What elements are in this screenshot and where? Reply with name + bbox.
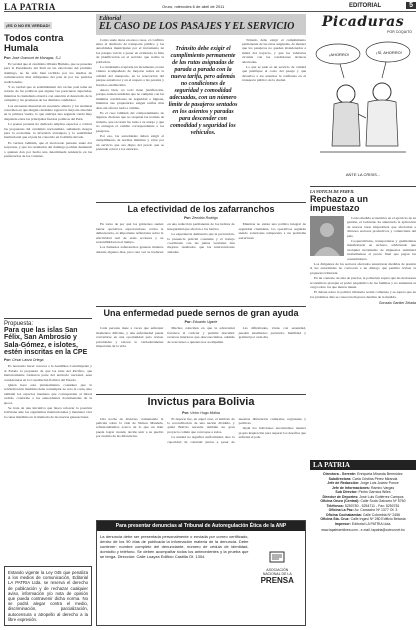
article-title: Todos contra Humala: [4, 33, 64, 54]
masthead-row: Director de Deportes: José Luis Gutiérrez Campos: [322, 494, 404, 499]
editorial-body: [96, 38, 164, 153]
masthead-row: Teléfonos: 5250780 - 5254711 - Fax: 5250781: [326, 503, 400, 508]
article-body: [347, 216, 416, 262]
paragraph: Como medida económica en el ejercicio de su gestión, el Gobierno ha anunciado la aplicación de nuevas tasas impositivas que afectarían a diversos sectores productivos y comerciales del país.: [347, 215, 416, 238]
paragraph: Las encuestas muestran un escenario abierto y los analistas coinciden en que ningún candidato logrará la mayoría absoluta en la primera vuelta, lo que anticipa una segunda ronda muy disputada entre las principales fuerzas políticas del Perú.: [4, 103, 92, 121]
paragraph: Tránsito debe exigir el cumplimiento permanente de las rutas asignadas, de manera que los pasajeros no queden abandonados a mitad del trayecto, y que los vehículos circulen con las condiciones técnicas adecuadas.: [242, 37, 306, 64]
paragraph: Cada persona tiene a veces que enfrentar momentos difíciles, y una enfermedad puede convertirse en una oportunidad para revisar prioridades y valorar lo verdaderamente importante de la vida.: [96, 326, 164, 349]
editorial-pullquote: Tránsito debe exigir el cumplimiento permanente de las rutas asignadas de parada a parada con la nueva tarifa, pero además no condiciones de seguridad y comodidad adecuadas, con un número límite de pasajeros sentados en los asientos y paradas para descender con comodidad y seguridad los vehículos.: [168, 45, 238, 136]
paragraph: Se trata de una iniciativa que busca reforzar la posición boliviana ante los organismos internacionales y mantener viva la causa marítima en la memoria de las nuevas generaciones.: [4, 406, 92, 419]
article-body: [4, 62, 92, 159]
article-body: [96, 222, 306, 254]
masthead-row: Directora - Gerente: Enriqueta Miranda Bermúdez: [323, 472, 403, 476]
editorial-section: [96, 14, 306, 200]
column-tag: LA NOTICIA DE PERFIL: [310, 189, 355, 194]
masthead-row: Subdirectora: Carla Cristina Pérez Miranda: [328, 476, 398, 481]
editorial-title: EL CASO DE LOS PASAJES Y EL SERVICIO: [99, 21, 295, 32]
masthead-row: Oficina Oruro (Central): Calle Soria Galvarro Nº 5760: [320, 499, 406, 503]
article-byline: Gonzalo Gantier Zelada: [378, 301, 416, 306]
paragraph: Es verdad, también, que el electorado peruano suele dar sorpresas, y que los resultados del domingo podrían desmentir a quienes dan por hecha una determinada tendencia en las preferencias de los votantes.: [4, 140, 92, 159]
article-humala: [4, 14, 92, 316]
article-byline: Por: César Lanza Ortega: [4, 358, 44, 363]
cartoon-caption: ANTE LA CRISIS...: [345, 172, 381, 177]
paragraph: Es el caso también del comportamiento de algunos choferes que no respetan las normas de tránsito, que recortan las rutas a su antojo y que no entregan el cambio correspondiente a los pasajeros.: [96, 111, 164, 133]
paragraph: Por eso, las autoridades deben exigir el cumplimiento de normas mínimas y velar por un servicio que sea digno del precio que se pretende cobrar a los usuarios.: [96, 134, 164, 152]
paragraph: En un contexto de alza de precios, la población espera que las decisiones económicas protejan el poder adquisitivo de las familias y no aumenten la carga sobre los que menos tienen.: [310, 276, 416, 289]
paragraph: Los llamados zafarranchos generan titulares durante algunos días, pero rara vez se traducen en una reducción permanente de los índices de inseguridad que afectan a los barrios.: [96, 222, 235, 254]
article-body: [96, 417, 306, 444]
article-title: La efectividad de los zafarranchos: [127, 204, 275, 214]
paragraph: Ahora bien, no todo tiene justificación, porque existen unidades que no cumplen con las mínimas condiciones de seguridad e higiene, mientras sus propietarios exigen tarifas más altas sin ofrecer nada a cambio.: [96, 87, 164, 110]
page-header: [4, 2, 416, 12]
anp-logo-icon: [269, 551, 285, 563]
section-title: EDITORIAL: [349, 3, 382, 9]
cartoon-title: Picaduras: [321, 14, 405, 30]
page-number: 5: [406, 2, 416, 9]
cartoon-byline: POR COQUITO: [387, 30, 412, 34]
paragraph: Ojalá los bolivianos encontremos nuestra propia inspiración para superar los desafíos que enfrenta el país.: [238, 426, 306, 440]
article-title: Para que las islas San Félix, San Ambrosio y Sala-Gómez, e islotes, estén inscritas en la CPE: [4, 327, 88, 357]
author-photo: [310, 216, 344, 256]
cartoon-panel: [310, 14, 416, 184]
anp-notice-title: Para presentar denuncias al Tribunal de Autoregulación Ética de la ANP: [97, 521, 305, 531]
article-enfermedad: [96, 306, 306, 392]
paragraph: La prensa peruana ha dedicado amplios espacios a criticar las propuestas del candidato nacionalista, señalando riesgos para la economía, la inversión extranjera y la estabilidad institucional que el país ha conocido en la última década.: [4, 122, 92, 140]
paragraph: La unidad no significa uniformidad, sino la capacidad de construir juntos a pesar de nuestras diferencias culturales, regionales y políticas.: [167, 416, 306, 444]
paragraph: En torno de por qué los gobiernos suelen lanzar operativos espectaculares contra la delincuencia, es importante reflexionar sobre la efectividad real de estas acciones y su sostenibilidad en el tiempo.: [96, 222, 164, 245]
masthead-title: LA PATRIA: [310, 460, 416, 470]
masthead-row: Sub Director: Pedro Garnica Wiles: [335, 490, 391, 494]
cartoon-speech-left: ¡AHORRO!: [329, 52, 349, 57]
editorial-tag: Editorial: [99, 16, 122, 22]
article-islas: [4, 318, 92, 562]
editorial-header: [96, 14, 306, 35]
paragraph: Es verdad que el candidato Ollanta Humala, que se presenta para la Presidencia del Perú en las elecciones del próximo domingo, no ha sido bien recibido por los medios de comunicación más influyentes del país ni por los partidos tradicionales.: [4, 61, 92, 84]
editorial-body-continued: [242, 38, 306, 153]
paragraph: La experiencia demuestra que la prevención, la presencia policial constante y el trabajo coordinado con las juntas vecinales dan mejores resultados que las intervenciones aisladas.: [167, 232, 235, 254]
anp-notice-body: La denuncia debe ser presentada personalmente o enviada por correo certificado, dentro de los 90 días de publicada la información materia de la denuncia. Debe contener: nombre completo del denunciante, número de cédula de identidad, domicilio y teléfono. Se deben acompañar todos los antecedentes y la prueba que se tenga. Dirección: Calle Loayza Edificio Castilla Of. 1304.: [100, 534, 249, 559]
article-title: Una enfermedad puede sernos de gran ayuda: [103, 308, 299, 318]
masthead-row: Impresor: Editorial LA PATRIA Ltda.: [334, 521, 392, 526]
masthead-row: Oficina Cochabamba: Calle Colombia Nº 2456: [325, 512, 401, 517]
paragraph: Quien hace este planteamiento considera que la reivindicación marítima debe contemplar no solo la costa, sino también los espacios insulares que corresponden al litoral cedido, conforme a los antecedentes documentales de la época.: [4, 383, 92, 405]
masthead-footer: www.lapatriaenlinea.com - e-mail: lapatria@coteor.net.bo: [321, 528, 405, 532]
anp-notice: [96, 520, 306, 626]
paragraph: Lo que se pide es un servicio de calidad que justifique el costo del pasaje y que devuelva a los usuarios la confianza en el transporte público de la ciudad.: [242, 64, 306, 83]
person-icon: [310, 216, 344, 256]
issue-date: Oruro, miércoles 6 de abril de 2011: [162, 4, 225, 9]
brand-name: LA PATRIA: [4, 2, 56, 12]
article-title: Invictus para Bolivia: [147, 396, 255, 408]
article-body-continued: [310, 262, 416, 299]
masthead-row: Oficina La Paz: Av. Camacho Nº 1377 Of. 3: [328, 508, 398, 512]
masthead: [310, 460, 416, 626]
article-byline: Por: Zenobio Rodrigo: [184, 216, 218, 221]
article-invictus: [96, 394, 306, 516]
masthead-row: Oficina Sta. Cruz: Calle Ingavi Nº 280 Edificio Betania: [320, 517, 406, 521]
paragraph: Cooperativistas, transportistas y gremialistas manifestaron su rechazo, advirtiendo que cualquier incremento de impuestos terminará trasladándose al precio final que pagan los consumidores.: [347, 238, 416, 261]
article-perfil: [310, 186, 416, 458]
masthead-row: Jefe de Redacción: Jorge Luis Juárez Ponce: [327, 481, 399, 485]
paragraph: Es necesario hacer conocer a la Asamblea Constituyente y al Estado la propuesta de que las islas del Pacífico, que históricamente formaron parte del territorio nacional, sean consideradas en la Constitución Política del Estado.: [4, 364, 92, 382]
paragraph: Mientras no exista una política integral de seguridad ciudadana, los operativos seguirán siendo soluciones temporales a un problema estructural.: [238, 222, 306, 240]
anp-logo: ASOCIACIÓN NACIONAL DE LA PRENSA: [253, 534, 303, 585]
masthead-row: Jefe de Informaciones: Ramiro Vargas: [331, 485, 395, 490]
legal-notice-box: [4, 566, 92, 626]
column-tag: ¡ES O NO ES VERDAD!: [6, 23, 50, 28]
legal-notice: Estando vigente la Ley 045 que penaliza a los medios de comunicación, Editorial LA PATRIA Ltda. se reserva el derecho de publicación y de rechazar cualquier aviso, información y/o nota de opinión que pueda contravenir dicha norma. No se podrá alegar contra el medio, discriminación, parcialización, autocensura o atropello al derecho a la libre expresión.: [8, 570, 88, 622]
paragraph: Una noche de invierno, comentando la película sobre la vida de Nelson Mandela, reflexionábamos acerca de lo que un líder puede lograr cuando decide unir a su pueblo por encima de las diferencias.: [96, 416, 164, 439]
paragraph: Como suele darse en estos casos, el conflicto entre el sindicato de transporte público y las autoridades municipales por el incremento de los pasajes volvió a poner en evidencia la falta de planificación en el servicio que recibe la población.: [96, 37, 164, 64]
cartoon-speech-right: ¡SÍ, AHORRO!: [376, 50, 402, 55]
article-title: Rechazo a un impuestazo: [310, 194, 369, 214]
article-zafarranchos: [96, 202, 306, 304]
article-byline: Por: José Gramunt de Moragas, S.J.: [4, 55, 62, 60]
paragraph: La ciudadanía aceptaría un incremento si este viniera acompañado de mejoras reales en la calidad del transporte, en la renovación del parque automotor y en el respeto a las paradas y horarios establecidos.: [96, 64, 164, 87]
paragraph: El debate sobre la política tributaria recién comienza y se espera que en los próximos días se conozcan mayores detalles de la medida.: [310, 290, 416, 299]
article-byline: Por: Víctor Hugo Molina: [182, 410, 220, 415]
article-byline: Por: Eduardo Ugarte: [184, 320, 218, 325]
paragraph: El deporte fue, en aquel caso, el símbolo de la reconciliación de una nación dividida, y quizá Bolivia necesite también un gran proyecto común que convoque a todos.: [167, 416, 235, 434]
paragraph: Muchos coinciden en que la adversidad fortalece el carácter y permite descubrir recursos interiores que desconocíamos, además de acercarnos a quienes nos acompañan.: [167, 326, 235, 344]
article-kicker: Propuesta:: [4, 321, 34, 327]
paragraph: Los dirigentes de los sectores afectados anunciaron medidas de presión si las autoridades no convocan a un diálogo que permita revisar la propuesta tributaria.: [310, 261, 416, 275]
paragraph: Y es verdad que el establishment del vecino país teme un retorno de las políticas que alguna vez parecieron superadas, mientras la ciudadanía observa con atención el desarrollo de la campaña y las promesas de los distintos candidatos.: [4, 84, 92, 103]
article-body: [4, 364, 92, 419]
masthead-list: [310, 472, 416, 526]
article-body: [96, 326, 306, 348]
paragraph: Las dificultades, vistas con serenidad, pueden enseñarnos paciencia, humildad y gratitud por cada día.: [238, 326, 306, 340]
